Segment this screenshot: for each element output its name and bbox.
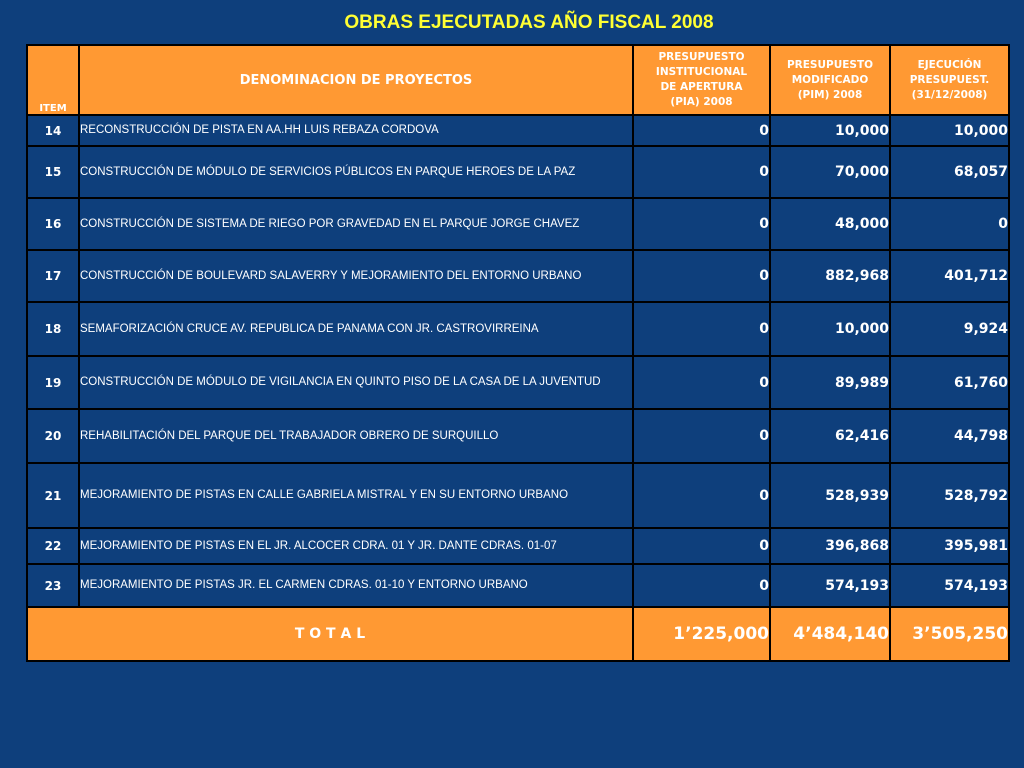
- row-execution: 9,924: [890, 302, 1009, 356]
- row-pim: 48,000: [770, 198, 890, 250]
- table-row: [27, 528, 1009, 564]
- row-execution: 61,760: [890, 356, 1009, 409]
- total-row: [27, 607, 1009, 661]
- header-execution: [890, 45, 1009, 115]
- table-row: [27, 115, 1009, 146]
- table-row: [27, 302, 1009, 356]
- row-project-name: MEJORAMIENTO DE PISTAS JR. EL CARMEN CDRAS. 01-10 Y ENTORNO URBANO: [79, 564, 633, 607]
- row-pim: 70,000: [770, 146, 890, 198]
- row-pia: 0: [633, 356, 770, 409]
- row-pim: 89,989: [770, 356, 890, 409]
- row-item: 20: [27, 409, 79, 463]
- row-pia: 0: [633, 409, 770, 463]
- row-pia: 0: [633, 115, 770, 146]
- header-pim-line: PRESUPUESTO: [786, 58, 874, 71]
- row-project-name: CONSTRUCCIÓN DE MÓDULO DE VIGILANCIA EN QUINTO PISO DE LA CASA DE LA JUVENTUD: [79, 356, 633, 409]
- header-project-name: DENOMINACION DE PROYECTOS: [79, 45, 633, 115]
- row-pia: 0: [633, 146, 770, 198]
- header-pia-line: DE APERTURA: [660, 81, 743, 93]
- row-project-name: SEMAFORIZACIÓN CRUCE AV. REPUBLICA DE PANAMA CON JR. CASTROVIRREINA: [79, 302, 633, 356]
- row-pim: 528,939: [770, 463, 890, 528]
- row-execution: 0: [890, 198, 1009, 250]
- row-execution: 44,798: [890, 409, 1009, 463]
- header-pim: [770, 45, 890, 115]
- header-pia-line: (PIA) 2008: [670, 96, 733, 108]
- row-execution: 68,057: [890, 146, 1009, 198]
- row-execution: 528,792: [890, 463, 1009, 528]
- header-exec-line: PRESUPUEST.: [909, 73, 990, 86]
- row-item: 16: [27, 198, 79, 250]
- row-pim: 574,193: [770, 564, 890, 607]
- row-project-name: MEJORAMIENTO DE PISTAS EN EL JR. ALCOCER CDRA. 01 Y JR. DANTE CDRAS. 01-07: [79, 528, 633, 564]
- row-project-name: RECONSTRUCCIÓN DE PISTA EN AA.HH LUIS REBAZA CORDOVA: [79, 115, 633, 146]
- header-pia-line: PRESUPUESTO: [658, 51, 745, 63]
- table-row: [27, 250, 1009, 302]
- row-item: 15: [27, 146, 79, 198]
- row-pia: 0: [633, 250, 770, 302]
- row-pim: 396,868: [770, 528, 890, 564]
- table-row: [27, 356, 1009, 409]
- row-pia: 0: [633, 528, 770, 564]
- row-execution: 401,712: [890, 250, 1009, 302]
- row-item: 22: [27, 528, 79, 564]
- row-item: 23: [27, 564, 79, 607]
- row-item: 14: [27, 115, 79, 146]
- row-pia: 0: [633, 463, 770, 528]
- row-pim: 10,000: [770, 302, 890, 356]
- total-execution: 3’505,250: [890, 607, 1009, 661]
- header-exec-line: (31/12/2008): [911, 88, 988, 101]
- row-item: 18: [27, 302, 79, 356]
- table-row: [27, 409, 1009, 463]
- header-pia: [633, 45, 770, 115]
- row-item: 21: [27, 463, 79, 528]
- row-pia: 0: [633, 198, 770, 250]
- row-execution: 395,981: [890, 528, 1009, 564]
- total-label: T O T A L: [27, 607, 633, 661]
- row-pim: 10,000: [770, 115, 890, 146]
- header-pia-line: INSTITUCIONAL: [655, 66, 748, 78]
- table-header-row: [27, 45, 1009, 115]
- table-row: [27, 198, 1009, 250]
- header-exec-line: EJECUCIÓN: [917, 58, 982, 71]
- row-pim: 882,968: [770, 250, 890, 302]
- row-execution: 574,193: [890, 564, 1009, 607]
- table-row: [27, 564, 1009, 607]
- total-pia: 1’225,000: [633, 607, 770, 661]
- row-project-name: MEJORAMIENTO DE PISTAS EN CALLE GABRIELA MISTRAL Y EN SU ENTORNO URBANO: [79, 463, 633, 528]
- total-pim: 4’484,140: [770, 607, 890, 661]
- row-project-name: REHABILITACIÓN DEL PARQUE DEL TRABAJADOR OBRERO DE SURQUILLO: [79, 409, 633, 463]
- projects-table: [26, 44, 1010, 662]
- row-project-name: CONSTRUCCIÓN DE BOULEVARD SALAVERRY Y MEJORAMIENTO DEL ENTORNO URBANO: [79, 250, 633, 302]
- table-row: [27, 146, 1009, 198]
- header-item: ITEM: [27, 45, 79, 115]
- header-pim-line: MODIFICADO: [791, 73, 869, 86]
- row-pia: 0: [633, 302, 770, 356]
- row-item: 19: [27, 356, 79, 409]
- table-row: [27, 463, 1009, 528]
- row-pim: 62,416: [770, 409, 890, 463]
- row-item: 17: [27, 250, 79, 302]
- row-pia: 0: [633, 564, 770, 607]
- row-project-name: CONSTRUCCIÓN DE SISTEMA DE RIEGO POR GRAVEDAD EN EL PARQUE JORGE CHAVEZ: [79, 198, 633, 250]
- page-title: OBRAS EJECUTADAS AÑO FISCAL 2008: [344, 12, 714, 33]
- row-execution: 10,000: [890, 115, 1009, 146]
- header-pim-line: (PIM) 2008: [797, 88, 863, 101]
- row-project-name: CONSTRUCCIÓN DE MÓDULO DE SERVICIOS PÚBLICOS EN PARQUE HEROES DE LA PAZ: [79, 146, 633, 198]
